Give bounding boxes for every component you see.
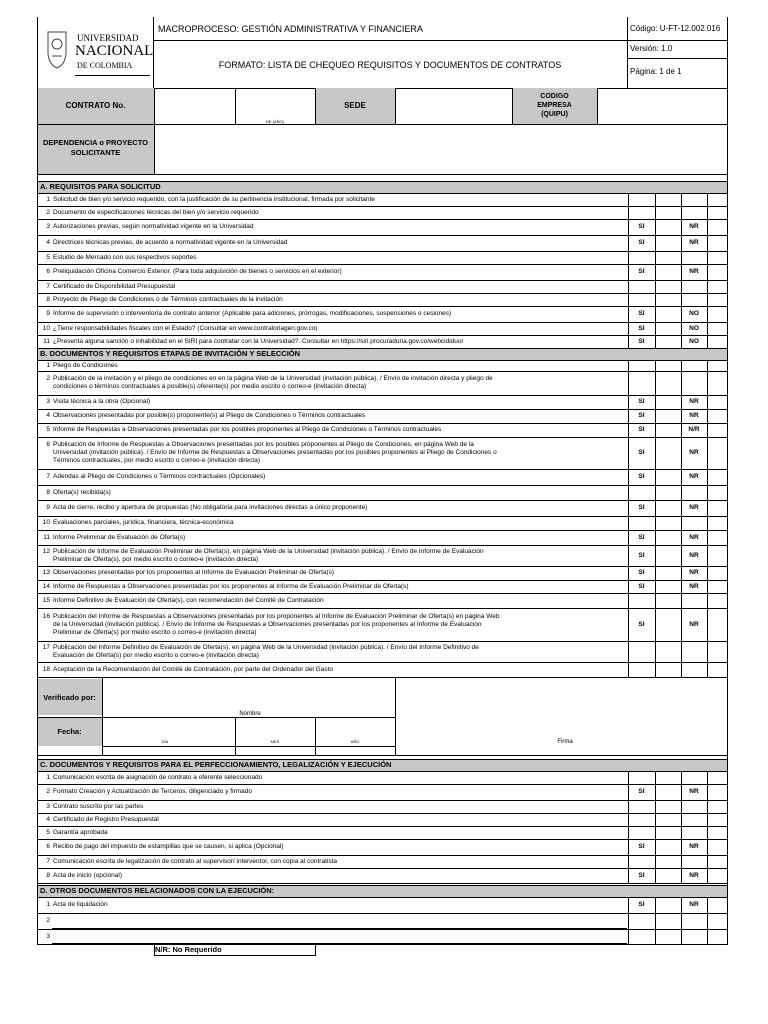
grid-line-horizontal	[37, 124, 728, 125]
grid-line-horizontal	[627, 58, 728, 59]
item-text: Adendas al Pliego de Condiciones o Términos contractuales (Opcionales)	[53, 473, 266, 480]
option-nr-checkbox[interactable]: NR	[689, 582, 699, 590]
grid-line-horizontal	[37, 469, 728, 470]
option-nr-checkbox[interactable]: NR	[689, 533, 699, 541]
option-si-checkbox[interactable]: SI	[638, 533, 645, 541]
grid-line-horizontal	[37, 193, 728, 194]
item-text: condiciones o términos contractuales a posible(s) oferente(s) por medio escrito o correo-e (invitación directa)	[53, 383, 367, 390]
item-number: 8	[46, 871, 50, 879]
grid-line-vertical	[681, 897, 682, 944]
grid-line-horizontal	[37, 855, 728, 856]
option-nr-checkbox[interactable]: NR	[689, 473, 699, 480]
logo-text-universidad: UNIVERSIDAD	[77, 33, 139, 43]
item-number: 6	[46, 843, 50, 850]
grid-line-horizontal	[37, 280, 728, 281]
item-number: 3	[46, 398, 50, 405]
item-number: 12	[42, 547, 50, 555]
grid-line-horizontal	[37, 500, 728, 501]
option-si-checkbox[interactable]: SI	[638, 582, 645, 590]
option-si-checkbox[interactable]: SI	[638, 426, 645, 433]
grid-line-horizontal	[37, 800, 728, 801]
option-nr-checkbox[interactable]: NO	[689, 324, 699, 332]
date-hint: DE (AÑO)	[266, 119, 284, 124]
item-text: Garantía aprobada	[53, 828, 108, 836]
item-number: 4	[46, 815, 50, 823]
option-nr-checkbox[interactable]: NR	[689, 223, 699, 230]
item-text: ¿Presenta alguna sanción o inhabilidad en el SIRI para contratar con la Universidad?. Consultar en https://siri.procuraduria.gov.co/webcididuo/	[53, 337, 464, 345]
item-text: Publicación de la invitación y el pliego de condiciones en en la página Web de la Universidad (invitación pública). / Envío de invitación directa y pliego de	[53, 375, 493, 382]
option-nr-checkbox[interactable]: N/R	[688, 426, 700, 433]
item-text: Certificado de Disponibilidad Presupuestal	[53, 282, 176, 290]
item-number: 17	[42, 643, 50, 651]
grid-line-horizontal	[37, 437, 728, 438]
item-number: 1	[46, 361, 50, 369]
grid-line-vertical	[681, 193, 682, 348]
option-si-checkbox[interactable]: SI	[638, 239, 645, 246]
option-nr-checkbox[interactable]: NR	[689, 788, 699, 795]
university-shield-icon	[44, 26, 72, 72]
item-text: Contrato suscrito por las partes	[53, 802, 144, 810]
grid-line-vertical	[628, 897, 629, 944]
version-label: Versión: 1.0	[630, 44, 673, 53]
item-text: Evaluaciones parciales, jurídica, financiera, técnica-económica	[53, 519, 234, 526]
grid-line-vertical	[627, 17, 628, 88]
grid-line-vertical	[655, 193, 656, 348]
pagina-label: Página: 1 de 1	[630, 67, 682, 76]
item-number: 3	[46, 932, 50, 940]
grid-line-horizontal	[37, 759, 728, 760]
item-text: Universidad (invitación pública). / Envío de Informe de Respuestas a Observaciones presentadas por los posibles proponentes al Pliego de Condiciones o	[53, 449, 497, 456]
grid-line-vertical	[628, 193, 629, 348]
logo-text-nacional: NACIONAL	[75, 43, 154, 59]
item-text: Certificado de Registro Presupuestal	[53, 815, 159, 823]
item-number: 7	[46, 282, 50, 290]
grid-line-horizontal	[37, 813, 728, 814]
section-title: C. DOCUMENTOS Y REQUISITOS PARA EL PERFECCIONAMIENTO, LEGALIZACIÓN Y EJECUCIÓN	[40, 760, 392, 769]
item-number: 5	[46, 426, 50, 433]
section-title: D. OTROS DOCUMENTOS RELACIONADOS CON LA EJECUCIÓN:	[40, 886, 275, 895]
option-si-checkbox[interactable]: SI	[638, 551, 645, 559]
option-nr-checkbox[interactable]: NO	[689, 310, 699, 317]
grid-line-horizontal	[37, 839, 728, 840]
item-text: Términos contractuales, por medio escrito o correo-e (invitación directa)	[53, 457, 261, 464]
item-text: Acta de inicio (opcional)	[53, 871, 123, 879]
grid-line-horizontal	[37, 409, 728, 410]
item-text: Autorizaciones previas, según normatividad vigente en la Universidad	[53, 223, 254, 230]
grid-line-horizontal	[37, 545, 728, 546]
grid-line-horizontal	[102, 746, 395, 747]
option-si-checkbox[interactable]: SI	[638, 620, 645, 628]
dia-caption: DÍA	[161, 739, 169, 744]
item-number: 1	[46, 901, 50, 908]
item-number: 9	[46, 310, 50, 317]
grid-line-horizontal	[37, 897, 728, 898]
option-nr-checkbox[interactable]: NR	[689, 398, 699, 405]
item-number: 14	[42, 582, 50, 590]
option-si-checkbox[interactable]: SI	[638, 449, 645, 456]
item-number: 11	[43, 533, 50, 541]
grid-line-horizontal	[37, 929, 728, 930]
grid-line-vertical	[707, 193, 708, 348]
grid-line-horizontal	[37, 516, 728, 517]
item-text: Publicación del Informe de Respuestas a Observaciones presentadas por los proponentes al Informe de Evaluación Preliminar de Oferta(s) en página Web	[53, 612, 500, 620]
grid-line-horizontal	[37, 348, 728, 349]
option-si-checkbox[interactable]: SI	[638, 337, 645, 345]
grid-line-vertical	[655, 360, 656, 677]
option-si-checkbox[interactable]: SI	[638, 398, 645, 405]
grid-line-vertical	[395, 677, 396, 755]
grid-line-horizontal	[37, 771, 728, 772]
item-text: Informe Definitivo de Evaluación de Oferta(s), con recomendación del Comité de Contratación	[53, 596, 324, 604]
item-text: Informe Preliminar de Evaluación de Oferta(s)	[53, 533, 186, 541]
item-text: Evaluación de Oferta(s) por medio escrito o correo-e (invitación directa)	[53, 651, 259, 659]
grid-line-horizontal	[37, 883, 728, 884]
item-text: Recibo de pago del impuesto de estampillas que se causen, si aplica (Opcional)	[53, 843, 284, 850]
grid-line-horizontal	[37, 293, 728, 294]
grid-line-vertical	[37, 17, 38, 944]
grid-line-vertical	[153, 17, 154, 88]
grid-line-horizontal	[627, 40, 728, 41]
option-si-checkbox[interactable]: SI	[638, 412, 645, 419]
grid-line-vertical	[655, 897, 656, 944]
grid-line-horizontal	[37, 885, 728, 886]
item-text: Oferta(s) recibida(s)	[53, 488, 111, 496]
grid-line-horizontal	[153, 40, 627, 41]
item-number: 6	[46, 441, 50, 448]
item-text: Solicitud de bien y/o servicio requerido, con la justificación de su pertinencia institucional, firmada por solicitante	[53, 195, 375, 203]
item-text: Preliminar de Oferta(s) por medio escrito o correo-e (invitación directa)	[53, 628, 257, 636]
item-text: Publicación de Informe de Evaluación Preliminar de Oferta(s), en página Web de la Universidad (invitación pública). / Envío de Informe de Evaluación	[53, 547, 484, 555]
option-si-checkbox[interactable]: SI	[638, 901, 645, 908]
option-nr-checkbox[interactable]: NR	[689, 449, 699, 456]
option-nr-checkbox[interactable]: NR	[689, 551, 699, 559]
item-text: Informe de supervisión o interventoría de contrato anterior (Aplicable para adiciones, prórrogas, modificaciones, suspensiones o cesiones)	[53, 310, 452, 317]
section-title: B. DOCUMENTOS Y REQUISITOS ETAPAS DE INVITACIÓN Y SELECCIÓN	[40, 349, 301, 358]
grid-line-vertical	[102, 677, 103, 755]
item-number: 7	[46, 473, 50, 480]
grid-line-vertical	[707, 360, 708, 677]
grid-line-horizontal	[37, 335, 728, 336]
option-nr-checkbox[interactable]: NR	[689, 843, 699, 850]
option-nr-checkbox[interactable]: NR	[689, 412, 699, 419]
option-nr-checkbox[interactable]: NR	[689, 268, 699, 275]
option-si-checkbox[interactable]: SI	[638, 223, 645, 230]
grid-line-vertical	[315, 944, 316, 956]
grid-line-vertical	[315, 717, 316, 755]
grid-line-horizontal	[37, 181, 728, 182]
item-text: Aceptación de la Recomendación del Comité de Contratación, por parte del Ordenador del Gasto	[53, 665, 334, 673]
dependencia-label: DEPENDENCIA o PROYECTO	[42, 138, 148, 147]
grid-line-horizontal	[37, 530, 728, 531]
item-number: 2	[46, 788, 50, 795]
grid-line-vertical	[512, 88, 513, 124]
item-number: 18	[42, 665, 50, 673]
grid-line-vertical	[628, 771, 629, 883]
grid-line-vertical	[707, 897, 708, 944]
fecha-label: Fecha:	[57, 727, 82, 736]
option-nr-checkbox[interactable]: NR	[689, 239, 699, 246]
item-number: 16	[42, 612, 50, 620]
grid-line-horizontal	[37, 235, 728, 236]
item-text: ¿Tiene responsabilidades fiscales con el Estado? (Consultar en www.contraloriagen.gov.co)	[53, 324, 318, 332]
grid-line-vertical	[154, 944, 155, 956]
grid-line-horizontal	[37, 826, 728, 827]
item-number: 3	[46, 802, 50, 810]
item-text: Pliego de Condiciones	[53, 361, 118, 369]
item-text: Observaciones presentadas por los proponentes al Informe de Evaluación Preliminar de Oferta(s)	[53, 569, 335, 576]
item-text: Directrices técnicas previas, de acuerdo a normatividad vigente en la Universidad	[53, 239, 288, 246]
grid-line-horizontal	[37, 755, 728, 756]
option-si-checkbox[interactable]: SI	[638, 843, 645, 850]
grid-line-vertical	[395, 88, 396, 124]
item-number: 2	[46, 917, 50, 924]
option-si-checkbox[interactable]: SI	[638, 310, 645, 317]
grid-line-horizontal	[37, 593, 728, 594]
grid-line-horizontal	[37, 322, 728, 323]
item-number: 1	[46, 195, 50, 203]
option-si-checkbox[interactable]: SI	[638, 569, 645, 576]
grid-line-vertical	[681, 771, 682, 883]
grid-line-horizontal	[37, 423, 728, 424]
grid-line-horizontal	[37, 306, 728, 307]
grid-line-horizontal	[37, 395, 728, 396]
item-number: 3	[46, 223, 50, 230]
grid-line-horizontal	[37, 913, 728, 914]
item-number: 4	[46, 239, 50, 246]
option-nr-checkbox[interactable]: NR	[689, 620, 699, 628]
option-si-checkbox[interactable]: SI	[638, 871, 645, 879]
anio-caption: AÑO	[350, 739, 360, 744]
grid-line-horizontal	[37, 641, 728, 642]
option-si-checkbox[interactable]: SI	[638, 473, 645, 480]
nombre-caption: Nombre	[239, 711, 261, 717]
grid-line-vertical	[681, 360, 682, 677]
dependencia-label: SOLICITANTE	[70, 148, 121, 157]
item-text: Estudio de Mercado con sus respectivos soportes	[53, 253, 197, 261]
item-number: 10	[42, 324, 50, 332]
grid-line-horizontal	[37, 219, 728, 220]
item-number: 15	[42, 596, 50, 604]
item-text: Observaciones presentadas por posible(s) proponente(s) al Pliego de Condiciones o Términos contractuales	[53, 412, 366, 419]
item-number: 8	[46, 295, 50, 303]
grid-line-vertical	[154, 88, 155, 124]
codigo-label: Código: U-FT-12.002.016	[630, 24, 721, 33]
grid-line-horizontal	[37, 206, 728, 207]
option-nr-checkbox[interactable]: NR	[689, 569, 699, 576]
grid-line-horizontal	[37, 566, 728, 567]
grid-line-horizontal	[37, 717, 395, 718]
grid-line-vertical	[597, 88, 598, 124]
grid-line-horizontal	[37, 608, 728, 609]
item-number: 6	[46, 268, 50, 275]
grid-line-horizontal	[37, 264, 728, 265]
item-text: Informe de Respuestas a Observaciones presentadas por los posibles proponentes al Pliego de Condiciones o Términos contractuales	[53, 426, 442, 433]
codigo-empresa-label: CODIGO	[540, 93, 569, 100]
item-number: 9	[46, 504, 50, 511]
grid-line-horizontal	[37, 868, 728, 869]
grid-line-vertical	[235, 88, 236, 124]
grid-line-vertical	[154, 124, 155, 174]
codigo-empresa-label: EMPRESA	[537, 102, 572, 109]
option-si-checkbox[interactable]: SI	[638, 504, 645, 511]
item-number: 2	[46, 208, 50, 216]
item-number: 11	[43, 337, 50, 345]
item-number: 2	[46, 375, 50, 382]
grid-line-horizontal	[37, 784, 728, 785]
grid-line-horizontal	[37, 944, 728, 945]
item-number: 7	[46, 857, 50, 865]
firma-caption: Firma	[557, 739, 573, 745]
codigo-empresa-label: (QUIPU)	[541, 111, 568, 118]
item-text: Acta de liquidación	[53, 901, 108, 908]
option-si-checkbox[interactable]: SI	[638, 268, 645, 275]
grid-line-horizontal	[37, 580, 728, 581]
item-text: Publicación del Informe Definitivo de Evaluación de Oferta(s), en página Web de la Universidad (invitación pública). / Envío del Informe Definitivo de	[53, 643, 479, 651]
nr-legend-note: N/R: No Requerido	[155, 945, 222, 954]
item-text: Preliquidación Oficina Comercio Exterior. (Para toda adquisición de bienes o servicios en el exterior)	[53, 268, 342, 275]
grid-line-horizontal	[75, 75, 150, 76]
item-text: Acta de cierre, recibo y apertura de propuestas (No obligatoria para invitaciones directas a único proponente)	[53, 504, 368, 511]
logo-text-colombia: DE COLOMBIA	[77, 61, 133, 70]
option-nr-checkbox[interactable]: NR	[689, 871, 699, 879]
macroproceso-title: MACROPROCESO: GESTIÓN ADMINISTRATIVA Y FINANCIERA	[158, 24, 423, 34]
item-number: 13	[42, 569, 50, 576]
item-text: Formato Creación y Actualización de Terceros, diligenciado y firmado	[53, 788, 252, 795]
contrato-label: CONTRATO No.	[65, 101, 126, 110]
option-nr-checkbox[interactable]: NO	[689, 337, 699, 345]
grid-line-vertical	[628, 360, 629, 677]
grid-line-vertical	[707, 771, 708, 883]
formato-title: FORMATO: LISTA DE CHEQUEO REQUISITOS Y DOCUMENTOS DE CONTRATOS	[218, 60, 562, 70]
option-si-checkbox[interactable]: SI	[638, 324, 645, 332]
item-number: 10	[42, 519, 50, 526]
option-nr-checkbox[interactable]: NR	[689, 901, 699, 908]
item-text: Comunicación escrita de legalización de contrato al supervisor/ interventor, con copia al contratista	[53, 857, 337, 865]
item-number: 8	[46, 488, 50, 496]
grid-line-horizontal	[154, 955, 315, 956]
grid-line-horizontal	[37, 485, 728, 486]
grid-line-horizontal	[37, 662, 728, 663]
option-nr-checkbox[interactable]: NR	[689, 504, 699, 511]
grid-line-horizontal	[37, 677, 728, 678]
grid-line-vertical	[315, 88, 316, 124]
item-text: Documento de especificaciones técnicas del bien y/o servicio requerido	[53, 208, 259, 216]
item-number: 1	[46, 773, 50, 781]
grid-line-vertical	[655, 771, 656, 883]
item-text: Informe de Respuestas a Observaciones presentadas por los proponentes al Informe de Evaluación Preliminar de Oferta(s)	[53, 582, 409, 590]
grid-line-horizontal	[37, 251, 728, 252]
item-number: 5	[46, 253, 50, 261]
mes-caption: MES	[270, 739, 280, 744]
item-text: de la Universidad (invitación pública). / Envío de Informe de Respuestas a Observaciones presentadas por los proponentes al Informe de Evaluación	[53, 620, 482, 628]
verificado-label: Verificado por:	[43, 693, 96, 702]
item-text: Preliminar de Oferta(s), por medio escrito o correo-e (invitación directa)	[53, 555, 259, 563]
option-si-checkbox[interactable]: SI	[638, 788, 645, 795]
grid-line-vertical	[235, 717, 236, 755]
item-text: Comunicación escrita de asignación de contrato a oferente seleccionado	[53, 773, 263, 781]
grid-line-horizontal	[37, 174, 728, 175]
sede-label: SEDE	[344, 101, 366, 110]
grid-line-horizontal	[37, 371, 728, 372]
grid-line-horizontal	[37, 360, 728, 361]
item-number: 4	[46, 412, 50, 419]
item-text: Visita técnica a la obra (Opcional)	[53, 398, 151, 405]
item-number: 5	[46, 828, 50, 836]
item-text: Publicación de Informe de Respuestas a Observaciones presentadas por los posibles proponentes al Pliego de Condiciones, en página Web de la	[53, 441, 474, 448]
item-text: Proyecto de Pliego de Condiciones o de Términos contractuales de la invitación	[53, 295, 283, 303]
grid-line-vertical	[727, 17, 728, 944]
section-title: A. REQUISITOS PARA SOLICITUD	[40, 182, 161, 191]
